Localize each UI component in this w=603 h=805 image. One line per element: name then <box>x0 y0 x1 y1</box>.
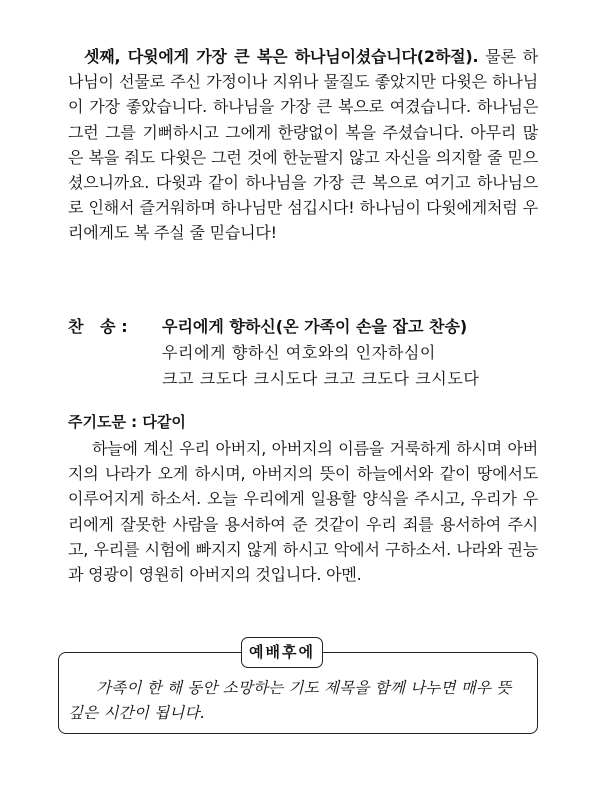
lords-prayer-text-block <box>68 436 538 587</box>
lords-prayer-text: 하늘에 계신 우리 아버지, 아버지의 이름을 거룩하게 하시며 아버지의 나라가 오게 하시며, 아버지의 뜻이 하늘에서와 같이 땅에서도 이루어지게 하소서. 오늘 우리에게 일용할 양식을 주시고, 우리가 우리에게 잘못한 사람을 용서하여 준 것같이 우리 죄를 용서하여 주시고, 우리를 시험에 빠지지 않게 하시고 악에서 구하소서. 나라와 권능과 영광이 영원히 아버지의 것입니다. 아멘. <box>68 439 538 585</box>
third-point-paragraph <box>68 44 538 246</box>
third-point-heading: 셋째, 다윗에게 가장 큰 복은 하나님이셨습니다(2하절). <box>84 47 479 66</box>
third-point-body: 물론 하나님이 선물로 주신 가정이나 지위나 물질도 좋았지만 다윗은 하나님이 가장 좋았습니다. 하나님을 가장 큰 복으로 여겼습니다. 하나님은 그런 그를 기뻐하시고 그에게 한량없이 복을 주셨습니다. 아무리 많은 복을 줘도 다윗은 그런 것에 한눈팔지 않고 자신을 의지할 줄 믿으셨으니까요. 다윗과 같이 하나님을 가장 큰 복으로 여기고 하나님으로 인해서 즐거워하며 하나님만 섬깁시다! 하나님이 다윗에게처럼 우리에게도 복 주실 줄 믿습니다! <box>68 47 538 243</box>
hymn-title: 우리에게 향하신(온 가족이 손을 잡고 찬송) <box>162 317 468 336</box>
hymn-section <box>68 314 538 392</box>
after-worship-text: 가족이 한 해 동안 소망하는 기도 제목을 함께 나누면 매우 뜻깊은 시간이 됩니다. <box>68 679 512 722</box>
after-worship-tab: 예배후에 <box>241 637 323 668</box>
after-worship-text-block <box>68 676 526 726</box>
hymn-lyric-line: 우리에게 향하신 여호와의 인자하심이 <box>162 343 436 362</box>
lords-prayer-heading: 주기도문 : 다같이 <box>68 413 186 431</box>
hymn-lyric-line: 크고 크도다 크시도다 크고 크도다 크시도다 <box>162 369 480 388</box>
hymn-label: 찬 송 : <box>68 317 128 336</box>
